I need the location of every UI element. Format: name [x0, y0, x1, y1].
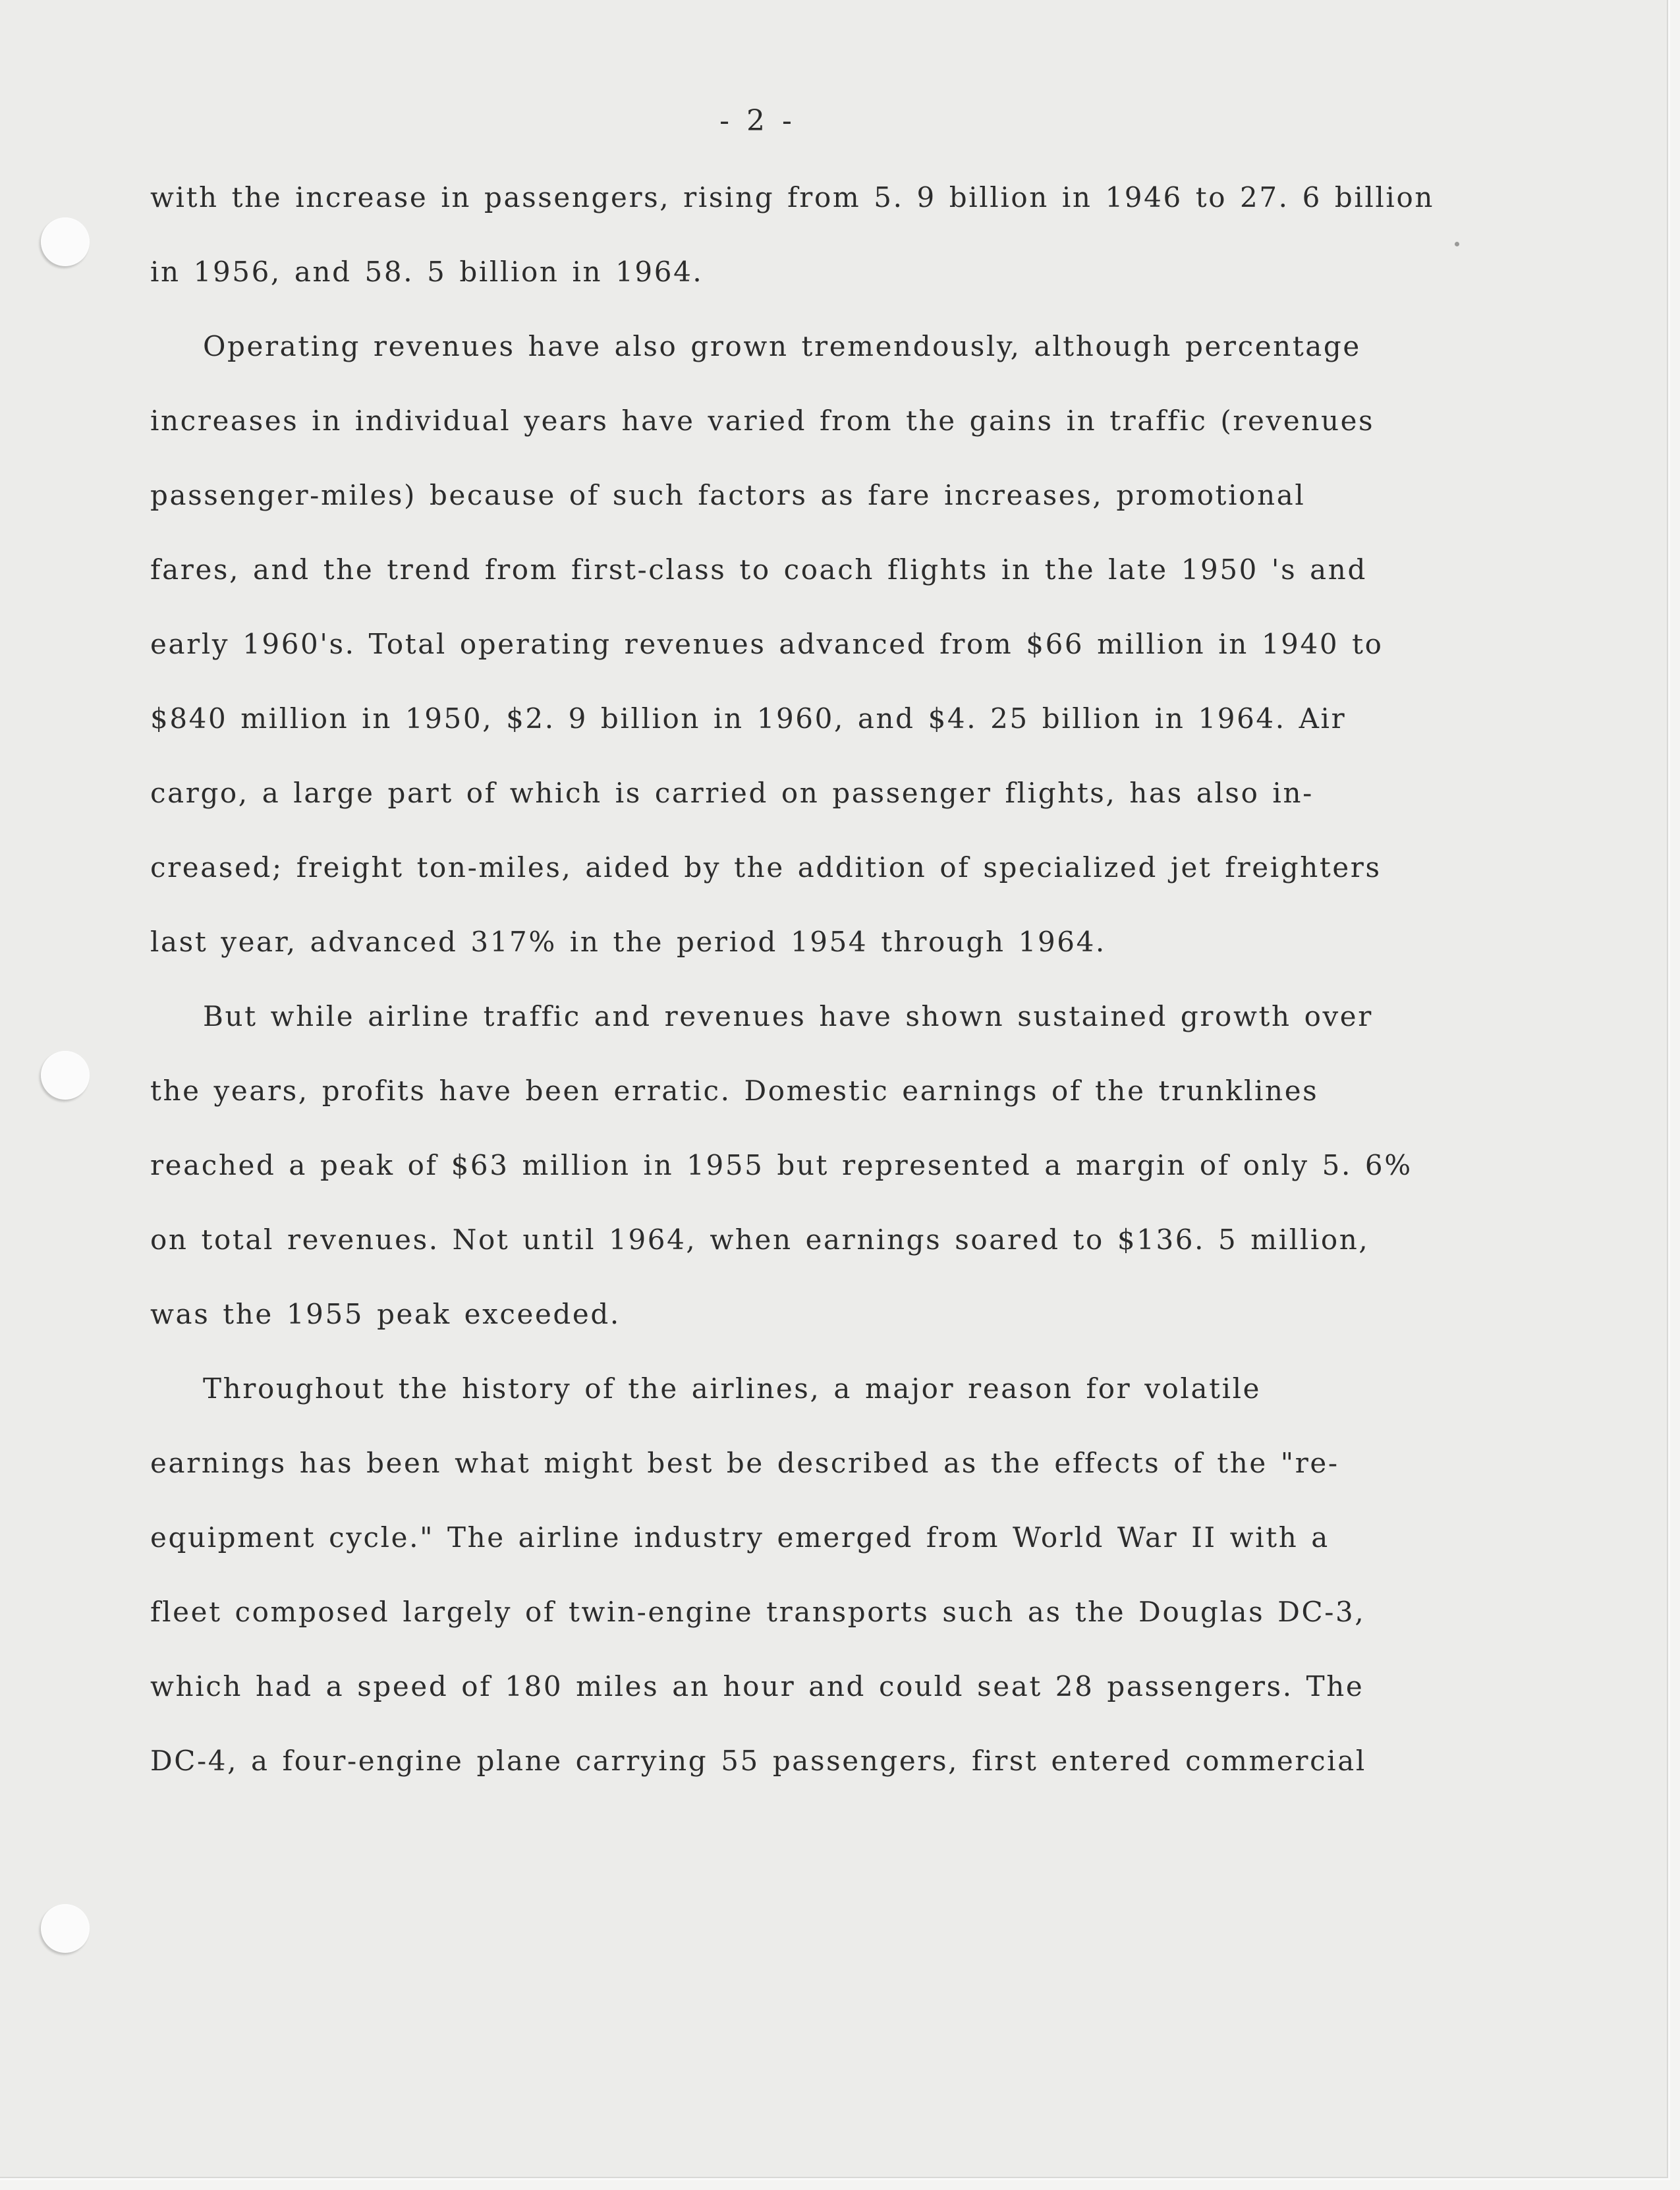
- punch-hole: [41, 1904, 90, 1953]
- text-line: But while airline traffic and revenues have shown sustained growth over: [203, 1000, 1373, 1032]
- text-line: DC-4, a four-engine plane carrying 55 passengers, first entered commercial: [150, 1745, 1366, 1777]
- paragraph: [150, 322, 1468, 992]
- text-line: cargo, a large part of which is carried on passenger flights, has also in-: [150, 777, 1314, 809]
- punch-hole: [41, 1051, 90, 1100]
- paragraph: [150, 992, 1468, 1364]
- text-line: $840 million in 1950, $2. 9 billion in 1960, and $4. 25 billion in 1964. Air: [150, 702, 1347, 735]
- text-line: reached a peak of $63 million in 1955 but represented a margin of only 5. 6%: [150, 1149, 1413, 1181]
- punch-hole: [41, 217, 90, 266]
- text-line: last year, advanced 317% in the period 1954 through 1964.: [150, 926, 1106, 958]
- paragraph: [150, 1364, 1468, 1811]
- paragraph: [150, 173, 1468, 322]
- text-line: creased; freight ton-miles, aided by the addition of specialized jet freighters: [150, 851, 1382, 884]
- page-number: - 2 -: [719, 104, 796, 138]
- text-line: on total revenues. Not until 1964, when earnings soared to $136. 5 million,: [150, 1223, 1370, 1256]
- text-line: passenger-miles) because of such factors as fare increases, promotional: [150, 479, 1306, 511]
- text-line: Operating revenues have also grown tremendously, although percentage: [203, 330, 1361, 362]
- text-line: which had a speed of 180 miles an hour and could seat 28 passengers. The: [150, 1670, 1364, 1702]
- text-line: Throughout the history of the airlines, a major reason for volatile: [203, 1372, 1262, 1405]
- text-line: with the increase in passengers, rising from 5. 9 billion in 1946 to 27. 6 billion: [150, 181, 1434, 213]
- text-line: early 1960's. Total operating revenues advanced from $66 million in 1940 to: [150, 628, 1384, 660]
- text-line: fares, and the trend from first-class to coach flights in the late 1950 's and: [150, 553, 1367, 586]
- text-line: fleet composed largely of twin-engine transports such as the Douglas DC-3,: [150, 1596, 1366, 1628]
- text-line: the years, profits have been erratic. Domestic earnings of the trunklines: [150, 1075, 1319, 1107]
- body-text: [150, 173, 1468, 1811]
- text-line: was the 1955 peak exceeded.: [150, 1298, 621, 1330]
- text-line: increases in individual years have varied from the gains in traffic (revenues: [150, 405, 1375, 437]
- text-line: in 1956, and 58. 5 billion in 1964.: [150, 256, 704, 288]
- text-line: equipment cycle." The airline industry emerged from World War II with a: [150, 1521, 1330, 1554]
- text-line: earnings has been what might best be described as the effects of the "re-: [150, 1447, 1339, 1479]
